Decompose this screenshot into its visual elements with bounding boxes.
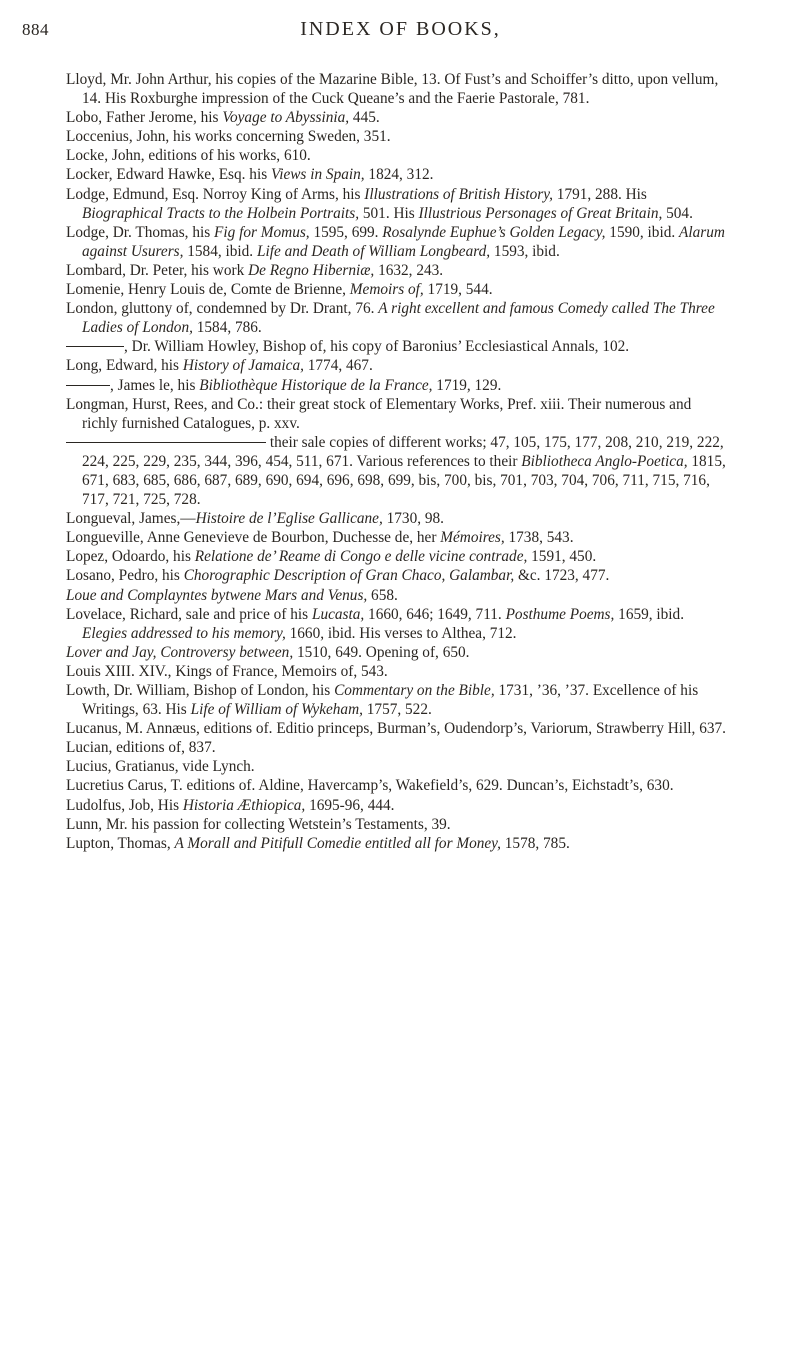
- entry-title: Rosalynde Euphue’s Golden Legacy,: [382, 223, 606, 241]
- entry-title: Relatione de’ Reame di Congo e delle vicine contrade,: [194, 548, 528, 566]
- entry-title: Illustrations of British History,: [364, 185, 553, 203]
- entry-title: Chorographic Description of Gran Chaco, Galambar,: [183, 567, 515, 585]
- entry-text: Losano, Pedro, his: [66, 567, 184, 585]
- entry-text: Longueval, James,—: [66, 510, 196, 528]
- entry-title: De Regno Hiberniæ,: [248, 261, 375, 279]
- entry-text: 1660, ibid. His verses to Althea, 712.: [285, 624, 517, 642]
- page-number: 884: [22, 20, 49, 39]
- index-entry: [66, 547, 726, 566]
- index-entry: [66, 70, 726, 108]
- entry-title: A right excellent and famous Comedy called The Three Ladies of London,: [82, 300, 715, 337]
- entry-text: Lowth, Dr. William, Bishop of London, his: [66, 682, 335, 699]
- index-entry: [66, 356, 726, 375]
- entry-text: &c. 1723, 477.: [514, 567, 610, 585]
- entry-title: Memoirs of,: [349, 281, 424, 299]
- entry-text: 1757, 522.: [362, 701, 432, 719]
- entry-title: Fig for Momus,: [214, 223, 310, 241]
- entry-text: Longueville, Anne Genevieve de Bourbon, Duchesse de, her: [66, 529, 441, 547]
- index-entry: [66, 643, 726, 662]
- entry-text: Lunn, Mr. his passion for collecting Wetstein’s Testaments, 39.: [66, 815, 451, 833]
- entry-text: 1791, 288. His: [552, 185, 647, 203]
- index-entry: [66, 719, 726, 738]
- entry-title: Alarum against Usurers,: [82, 223, 725, 260]
- index-entry: [66, 738, 726, 757]
- index-entry: [66, 776, 726, 795]
- entry-text: 1590, ibid.: [605, 223, 679, 241]
- index-entry: [66, 528, 726, 547]
- entry-text: Louis XIII. XIV., Kings of France, Memoirs of, 543.: [66, 662, 388, 680]
- entry-text: their sale copies of different works; 47, 105, 175, 177, 208, 210, 219, 222, 224, 225, 229, 235, 344, 396, 454, 511, 671. Various references to their: [82, 433, 724, 470]
- entry-text: 1593, ibid.: [490, 242, 560, 260]
- index-entry: [66, 834, 726, 853]
- entry-title: Life of William of Wykeham,: [190, 701, 363, 719]
- entry-title: Life and Death of William Longbeard,: [256, 242, 491, 260]
- entry-title: Mémoires,: [440, 529, 505, 547]
- entry-title: Biographical Tracts to the Holbein Portraits,: [82, 204, 360, 222]
- index-entry: [66, 261, 726, 280]
- index-entry: [66, 605, 726, 643]
- index-entry: [66, 165, 726, 184]
- index-entry: [66, 299, 726, 337]
- entry-text: Long, Edward, his: [66, 357, 183, 375]
- entry-title: Lover and Jay, Controversy between,: [66, 643, 294, 661]
- entry-text: 1719, 544.: [423, 281, 493, 299]
- entry-text: Lodge, Edmund, Esq. Norroy King of Arms, his: [66, 185, 365, 203]
- index-entry: [66, 280, 726, 299]
- entry-title: Voyage to Abyssinia,: [222, 109, 350, 127]
- index-entry: [66, 376, 726, 395]
- index-entry: [66, 433, 726, 509]
- entry-title: Lucasta,: [311, 605, 365, 623]
- entry-text: Lobo, Father Jerome, his: [66, 109, 223, 127]
- entry-text: Lucian, editions of, 837.: [66, 739, 216, 757]
- entry-title: Historia Æthiopica,: [182, 796, 306, 814]
- index-entry: [66, 223, 726, 261]
- running-title: INDEX OF BOOKS,: [300, 18, 501, 40]
- entry-text: Lopez, Odoardo, his: [66, 548, 195, 566]
- entry-title: A Morall and Pitifull Comedie entitled all for Money,: [174, 834, 501, 852]
- entry-text: Ludolfus, Job, His: [66, 796, 183, 814]
- entry-text: 1595, 699.: [309, 223, 383, 241]
- page-header: [0, 16, 801, 44]
- entry-text: Locker, Edward Hawke, Esq. his: [66, 166, 271, 184]
- entry-title: Bibliotheca Anglo-Poetica,: [521, 452, 688, 470]
- index-entry: [66, 662, 726, 681]
- entry-text: Lodge, Dr. Thomas, his: [66, 223, 215, 241]
- entry-title: History of Jamaica,: [182, 357, 304, 375]
- entry-text: 1815, 671, 683, 685, 686, 687, 689, 690, 694, 696, 698, 699, bis, 700, bis, 701, 703, 704, 706, 711, 715, 716, 717, 721, 725, 728.: [82, 452, 726, 509]
- entry-text: 1584, ibid.: [183, 242, 257, 260]
- entry-text: 1510, 649. Opening of, 650.: [293, 643, 470, 661]
- entry-text: 1824, 312.: [364, 166, 434, 184]
- entry-title: Illustrious Personages of Great Britain,: [418, 204, 663, 222]
- entry-text: Lupton, Thomas,: [66, 834, 175, 852]
- index-entry: [66, 566, 726, 585]
- entry-text: 1731, ’36, ’37. Excellence of his Writings, 63. His: [82, 682, 699, 719]
- entry-text: 445.: [349, 109, 380, 127]
- ditto-dash: [66, 442, 266, 443]
- entry-text: Lucius, Gratianus, vide Lynch.: [66, 758, 255, 776]
- entry-title: Elegies addressed to his memory,: [82, 624, 286, 642]
- index-entry: [66, 185, 726, 223]
- index-entry: [66, 796, 726, 815]
- entry-text: Longman, Hurst, Rees, and Co.: their great stock of Elementary Works, Pref. xiii. Their numerous and richly furnished Catalogues, p. xxv.: [66, 395, 692, 432]
- entry-text: , Dr. William Howley, Bishop of, his copy of Baronius’ Ecclesiastical Annals, 102.: [124, 338, 630, 356]
- entry-title: Bibliothèque Historique de la France,: [199, 376, 433, 394]
- index-entry: [66, 757, 726, 776]
- entry-text: 1659, ibid.: [614, 605, 685, 623]
- entry-text: 1578, 785.: [500, 834, 570, 852]
- entry-title: Histoire de l’Eglise Gallicane,: [195, 510, 383, 528]
- entry-text: 1632, 243.: [374, 261, 444, 279]
- index-entry: [66, 108, 726, 127]
- entry-text: Lucanus, M. Annæus, editions of. Editio princeps, Burman’s, Oudendorp’s, Variorum, Strawberry Hill, 637.: [66, 720, 726, 738]
- index-entry: [66, 337, 726, 356]
- entry-title: Commentary on the Bible,: [334, 682, 495, 699]
- entry-text: 1738, 543.: [504, 529, 574, 547]
- ditto-dash: [66, 346, 124, 347]
- entry-text: 504.: [662, 204, 693, 222]
- entry-text: 501. His: [359, 204, 419, 222]
- entry-text: , James le, his: [110, 376, 200, 394]
- index-entry: [66, 146, 726, 165]
- entry-title: Loue and Complayntes bytwene Mars and Venus,: [66, 586, 368, 604]
- entry-text: 1730, 98.: [382, 510, 444, 528]
- index-entry: [66, 815, 726, 834]
- entry-text: London, gluttony of, condemned by Dr. Drant, 76.: [66, 300, 379, 318]
- entry-text: 1660, 646; 1649, 711.: [364, 605, 506, 623]
- entry-title: Posthume Poems,: [505, 605, 615, 623]
- index-entry: [66, 681, 726, 719]
- index-entry: [66, 127, 726, 146]
- index-entry: [66, 586, 726, 605]
- entry-text: Loccenius, John, his works concerning Sweden, 351.: [66, 128, 391, 146]
- entry-text: Lombard, Dr. Peter, his work: [66, 261, 249, 279]
- entry-text: 1719, 129.: [432, 376, 502, 394]
- entry-text: 1695-96, 444.: [305, 796, 395, 814]
- entry-text: Lloyd, Mr. John Arthur, his copies of the Mazarine Bible, 13. Of Fust’s and Schoiffer’s ditto, upon vellum, 14. His Roxburghe impression of the Cuck Queane’s and the Faerie Pastorale, 781.: [66, 71, 719, 108]
- ditto-dash: [66, 385, 110, 386]
- index-entry: [66, 395, 726, 433]
- entry-text: Lomenie, Henry Louis de, Comte de Brienne,: [66, 281, 350, 299]
- entry-text: Lucretius Carus, T. editions of. Aldine, Havercamp’s, Wakefield’s, 629. Duncan’s, Eichstadt’s, 630.: [66, 777, 674, 795]
- entry-text: 658.: [367, 586, 398, 604]
- entry-title: Views in Spain,: [270, 166, 365, 184]
- entry-text: 1584, 786.: [192, 319, 262, 337]
- entry-text: 1591, 450.: [527, 548, 597, 566]
- index-entry: [66, 509, 726, 528]
- entry-text: Lovelace, Richard, sale and price of his: [66, 605, 312, 623]
- entry-text: Locke, John, editions of his works, 610.: [66, 147, 311, 165]
- entry-text: 1774, 467.: [303, 357, 373, 375]
- index-entries: [66, 70, 726, 853]
